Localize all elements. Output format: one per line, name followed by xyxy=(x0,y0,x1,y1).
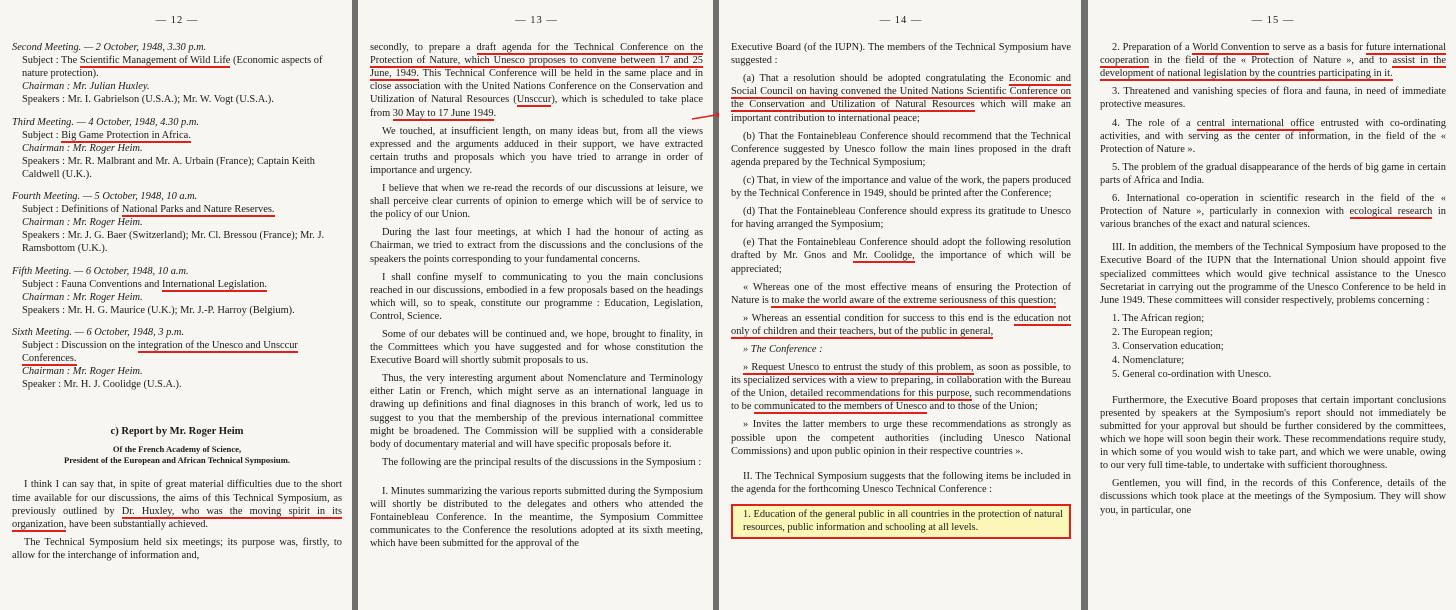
paragraph: Executive Board (of the IUPN). The members of the Technical Symposium have suggested : xyxy=(731,42,1071,67)
text: 2. Preparation of a xyxy=(1112,42,1193,54)
meeting-5 xyxy=(12,265,342,317)
report-subtitle-line: President of the European and African Technical Symposium. xyxy=(63,455,290,466)
paragraph xyxy=(12,478,342,530)
text: (e) That the Fontainebleau Conference should adopt the following resolution drafted by Mr. Gnos and xyxy=(731,237,1071,262)
underlined-text: future international cooperation xyxy=(1100,42,1446,67)
underlined-text: National Parks and Nature Reserves. xyxy=(121,204,275,216)
text: 6. International co-operation in scientific research in the field of the « Protection of Nature », particularly in connexion with xyxy=(1100,193,1446,218)
underlined-text: central international office xyxy=(1196,117,1315,129)
paragraph: 5. The problem of the gradual disappearance of the herds of big game in certain parts of Africa and India. xyxy=(1100,161,1446,186)
meeting-3 xyxy=(12,116,342,181)
paragraph: (d) That the Fontainebleau Conference should express its gratitude to Unesco for having arranged the Symposium; xyxy=(731,206,1071,231)
text: in various branches of the exact and natural sciences. xyxy=(1100,206,1447,231)
arrow-icon xyxy=(692,112,722,122)
subject-text: Subject : Fauna Conventions and xyxy=(22,278,162,290)
list-item: 1. The African region; xyxy=(1112,312,1205,324)
text: the importance of which will be appreciated; xyxy=(731,250,1072,275)
paragraph xyxy=(1100,41,1446,80)
text: (a) That a resolution should be adopted congratulating the xyxy=(743,73,1009,85)
paragraph: III. In addition, the members of the Technical Symposium have proposed to the Executive Board of the IUPN that the International Union should appoint five specialized committees which would give technical assistance to the Unesco Secretariat in carrying out the programme of the Unesco Conference to be held in June 1949. These committees will consider respectively, problems concerning : xyxy=(1100,242,1446,306)
paragraph: 3. Threatened and vanishing species of flora and fauna, in need of immediate protective measures. xyxy=(1100,86,1446,111)
chairman: Chairman : Mr. Roger Heim. xyxy=(22,291,143,303)
report-subtitle-line: Of the French Academy of Science, xyxy=(112,444,242,455)
page-number: — 13 — xyxy=(515,15,558,26)
list-item: 4. Nomenclature; xyxy=(1112,354,1185,366)
paragraph: Some of our debates will be continued and, we hope, brought to finality, in the Committees which you have suggested and for whose constitution the Executive Board will shortly submit proposals to us. xyxy=(370,328,703,367)
subject-text: Subject : The xyxy=(22,55,80,67)
page-15 xyxy=(1088,0,1456,610)
page-number: — 15 — xyxy=(1251,15,1295,26)
text: have been substantially achieved. xyxy=(66,518,209,530)
paragraph: » Invites the latter members to urge these recommendations as strongly as possible upon the competent authorities (including Unesco National Commissions) and upon public opinion in their respective countries ». xyxy=(731,419,1071,457)
list-item: 3. Conservation education; xyxy=(1112,340,1224,352)
chairman: Chairman : Mr. Roger Heim. xyxy=(22,366,143,378)
text: secondly, to prepare a xyxy=(370,42,477,54)
underlined-text: Dr. Huxley, who was the moving spirit in its organization, xyxy=(12,505,342,530)
paragraph xyxy=(731,361,1071,413)
text: » Whereas an essential condition for success to this end is the xyxy=(743,312,1014,324)
text: such recommendations to be xyxy=(731,388,1071,413)
underlined-text: Big Game Protection in Africa. xyxy=(61,129,191,141)
text: and to those of the Union; xyxy=(926,401,1038,413)
underlined-text: 30 May to 17 June 1949 xyxy=(392,107,494,119)
underlined-text: Mr. Coolidge, xyxy=(853,250,915,262)
paragraph xyxy=(731,312,1071,338)
paragraph: (c) That, in view of the importance and value of the work, the papers produced by the Technical Conference in 1949, should be printed after the Conference; xyxy=(731,174,1071,200)
meeting-title: Third Meeting. — 4 October, 1948, 4.30 p.m. xyxy=(12,116,199,128)
speakers: Speakers : Mr. J. G. Baer (Switzerland); Mr. Cl. Bressou (France); Mr. J. Ramsbottom (U.K.). xyxy=(22,230,325,255)
committee-list xyxy=(1100,312,1446,382)
report-title: c) Report by Mr. Roger Heim xyxy=(110,426,244,438)
list-item: 5. General co-ordination with Unesco. xyxy=(1112,368,1272,380)
page-number: — 12 — xyxy=(155,15,199,26)
paragraph xyxy=(731,72,1071,124)
text: ), which is scheduled to take place from xyxy=(370,94,703,119)
meeting-6 xyxy=(12,326,342,391)
underlined-text: International Legislation. xyxy=(161,278,268,290)
paragraph: II. The Technical Symposium suggests that the following items be included in the agenda for the forthcoming Unesco Technical Conference : xyxy=(731,470,1071,495)
meeting-title: Fifth Meeting. — 6 October, 1948, 10 a.m. xyxy=(12,265,189,277)
subject-text: Subject : Definitions of xyxy=(22,204,122,216)
highlighted-box: 1. Education of the general public in all countries in the protection of natural resources, public information and schooling at all levels. xyxy=(731,504,1071,539)
subject-text: (Economic aspects of nature protection). xyxy=(22,55,323,80)
paragraph: (b) That the Fontainebleau Conference should recommend that the Technical Conference suggested by Unesco follow the main lines proposed in the draft agenda prepared by the Technical Symposium; xyxy=(731,130,1071,168)
text: . xyxy=(493,107,497,119)
underlined-text: draft agenda for the Technical Conference on the Protection of Nature, which Unesco proposes to convene between 17 and 25 June, 1949. xyxy=(370,42,703,80)
speakers: Speakers : Mr. H. G. Maurice (U.K.); Mr. J.-P. Harroy (Belgium). xyxy=(22,304,295,316)
chairman: Chairman : Mr. Roger Heim. xyxy=(22,217,143,229)
text: This Technical Conference will be held in the same place and in close association with the United Nations Conference on the Conservation and Utilization of Natural Resources ( xyxy=(370,68,704,106)
chairman: Chairman : Mr. Roger Heim. xyxy=(22,142,143,154)
paragraph: We touched, at insufficient length, on many ideas but, from all the views expressed and the arguments adduced in their support, we have extracted certain truths and proposals which you have tried to arrange in order of importance and urgency. xyxy=(370,125,703,176)
paragraph xyxy=(731,236,1071,275)
paragraph: The Technical Symposium held six meetings; its purpose was, firstly, to allow for the interchange of information and, xyxy=(12,536,342,561)
meeting-4 xyxy=(12,190,342,255)
meeting-2 xyxy=(12,41,342,106)
underlined-text: detailed recommendations for this purpose, xyxy=(790,388,972,400)
text: which will make an important contribution to international peace; xyxy=(731,99,1071,124)
report-subtitle xyxy=(12,444,342,466)
underlined-text: integration of the Unesco and Unsccur Conferences. xyxy=(22,339,298,365)
underlined-text: Unsccur xyxy=(516,94,552,106)
page-number: — 14 — xyxy=(879,15,923,26)
underlined-text: education not only of children and their teachers, but of the public in general, xyxy=(731,312,1071,337)
text: to serve as a basis for xyxy=(1269,42,1366,54)
text: entrusted with co-ordinating activities, and with serving as the center of information, in the field of the « Protection of Nature ». xyxy=(1100,117,1446,155)
paragraph xyxy=(370,41,703,120)
text: 4. The role of a xyxy=(1112,117,1197,129)
text: « Whereas one of the most effective means of ensuring the Protection of Nature is xyxy=(731,281,1071,306)
paragraph xyxy=(1100,192,1446,231)
underlined-text: Scientific Management of Wild Life xyxy=(79,55,231,67)
paragraph: I. Minutes summarizing the various reports submitted during the Symposium will shortly be distributed to the delegates and others who attended the Fontainebleau Conference. In the meantime, the Symposium Committee communicates to the Conference the resolutions adopted at its sixth meeting, which have been submitted for the approval of the xyxy=(370,485,703,550)
underlined-text: communicated to the members of Unesco xyxy=(754,401,927,413)
underlined-text: to make the world aware of the extreme seriousness of this question; xyxy=(771,294,1057,306)
page-13 xyxy=(358,0,713,610)
page-12 xyxy=(0,0,352,610)
meeting-title: Sixth Meeting. — 6 October, 1948, 3 p.m. xyxy=(12,326,184,338)
underlined-text: World Convention xyxy=(1192,42,1270,54)
text: as soon as possible, to its specialized services with a view to preparing, in collaboration with the Bureau of the Union, xyxy=(731,362,1071,400)
paragraph: I shall confine myself to communicating to you the main conclusions reached in our discussions, embodied in a few proposals based on the headings which will, so to speak, constitute our programme : Education, Legislation, Control, Science. xyxy=(370,271,703,322)
speakers: Speaker : Mr. H. J. Coolidge (U.S.A.). xyxy=(22,379,182,391)
paragraph xyxy=(731,281,1071,307)
speakers: Speakers : Mr. I. Gabrielson (U.S.A.); Mr. W. Vogt (U.S.A.). xyxy=(22,94,274,106)
text: I think I can say that, in spite of great material difficulties due to the short time available for our discussions, the aims of this Technical Symposium, as previously outlined by xyxy=(12,479,342,517)
underlined-text: assist in the development of national legislation by the countries participating in it. xyxy=(1100,55,1446,80)
underlined-text: » Request Unesco to entrust the study of this problem, xyxy=(743,362,974,374)
paragraph: Thus, the very interesting argument about Nomenclature and Terminology either Latin or French, which might serve as an international language in drawing up definitions and final diagnoses in this branch of work, led us to suggest to you that the membership of the previous international committee might be broadened. The Commission will be supplied with a considerable body of documentary material and will have specific proposals before it. xyxy=(370,373,703,450)
list-item: 2. The European region; xyxy=(1112,326,1213,338)
underlined-text: ecological research xyxy=(1349,206,1433,218)
underlined-text: Economic and Social Council on having convened the United Nations Scientific Conference on the Conservation and Utilization of Natural Resources xyxy=(731,73,1071,111)
subject-text: Subject : Discussion on the xyxy=(22,339,138,351)
paragraph xyxy=(1100,117,1446,156)
page-14 xyxy=(719,0,1081,610)
chairman: Chairman : Mr. Julian Huxley. xyxy=(22,81,150,93)
paragraph: I believe that when we re-read the records of our discussions at leisure, we shall perceive clear currents of opinion to emerge which will be of service to the policy of our Union. xyxy=(370,183,703,221)
paragraph: The following are the principal results of the discussions in the Symposium : xyxy=(382,456,702,468)
paragraph: » The Conference : xyxy=(743,343,823,355)
meeting-title: Second Meeting. — 2 October, 1948, 3.30 p.m. xyxy=(12,42,207,54)
paragraph: Furthermore, the Executive Board proposes that certain important conclusions presented by speakers at the Symposium's report should not immediately be submitted for your approval but should be further considered by the committees, which we hope will soon begin their work. These recommendations require study, in which some of you would wish to take part, and which we were unable, owing to our very full time-table, to undertake with sufficient thoroughness. xyxy=(1100,394,1446,472)
subject-text: Subject : xyxy=(22,129,62,141)
paragraph: Gentlemen, you will find, in the records of this Conference, details of the discussions which took place at the meetings of the Symposium. They will show you, in particular, one xyxy=(1100,478,1446,516)
speakers: Speakers : Mr. R. Malbrant and Mr. A. Urbain (France); Captain Keith Caldwell (U.K.). xyxy=(22,155,315,180)
meeting-title: Fourth Meeting. — 5 October, 1948, 10 a.m. xyxy=(12,191,198,203)
text: in the field of the « Protection of Nature », and to xyxy=(1149,55,1393,67)
paragraph: During the last four meetings, at which I had the honour of acting as Chairman, we tried to extract from the discussions and the conclusions of the speakers the points corresponding to your fundamental concerns. xyxy=(370,227,703,265)
